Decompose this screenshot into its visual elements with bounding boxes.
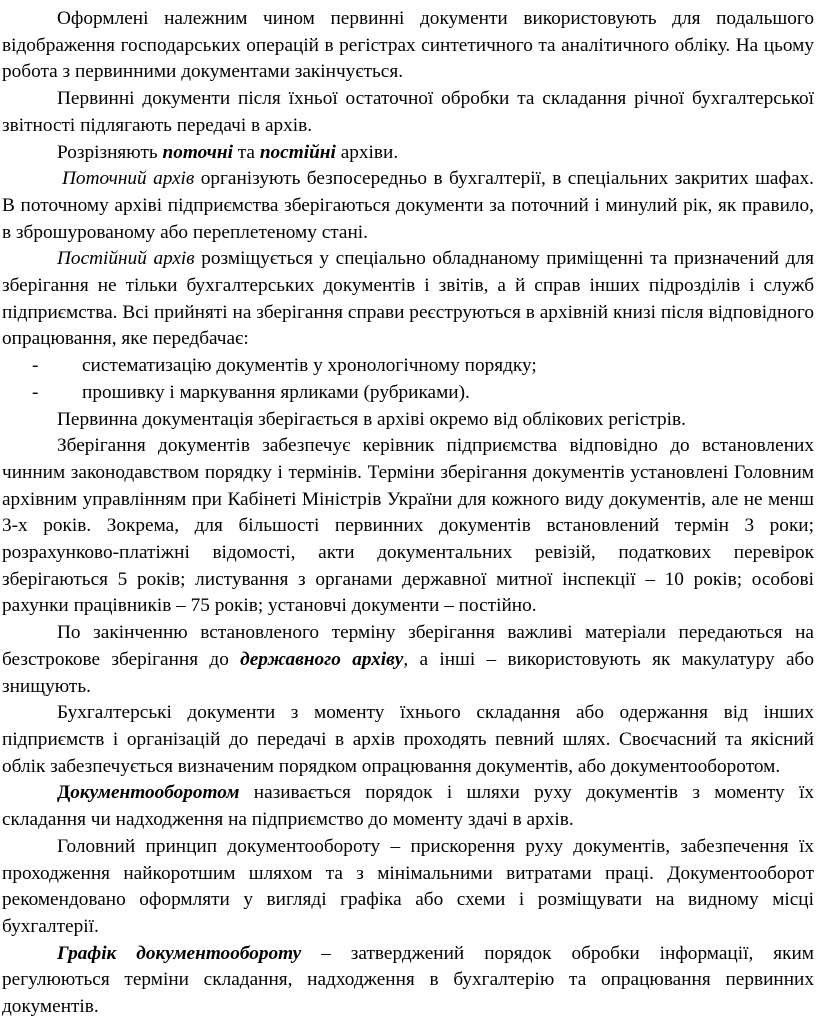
term-permanent: постійні xyxy=(259,141,336,163)
text-run: організують безпосередньо в бухгалтерії, в спеціальних закритих шафах. В поточному архіві підприємства зберігаються документи за поточний і минулий рік, як правило, в зброшурованому або переплетеному стані. xyxy=(2,168,814,243)
paragraph-12 xyxy=(2,941,814,1021)
term-document-flow: окументооборотом xyxy=(70,782,240,804)
paragraph-5 xyxy=(2,246,814,353)
text-run: називається порядок і шляхи руху документів з моменту їх складання чи надходження на підприємство до моменту здачі в архів. xyxy=(2,782,814,831)
paragraph-6: Первинна документація зберігається в архіві окремо від облікових регістрів. xyxy=(57,408,686,430)
text-run: архіви. xyxy=(335,141,399,163)
term-permanent-archive: Постійний архів xyxy=(57,248,195,270)
text-run: , а інші – використовують як макулатуру або знищують. xyxy=(2,648,814,697)
text-run: – затверджений порядок обробки інформації, яким регулюються терміни складання, надходження в бухгалтерію та опрацювання первинних документів. xyxy=(2,942,815,1018)
list-item-text: систематизацію документів у хронологічному порядку; xyxy=(82,355,537,377)
term-current-archive: Поточний архів xyxy=(62,168,195,190)
paragraph-3 xyxy=(2,140,814,167)
term-document-flow-schedule: Графік документообороту xyxy=(57,942,302,964)
text-run: Розрізняють xyxy=(57,141,163,163)
paragraph-4 xyxy=(2,166,814,246)
text-run: Д xyxy=(57,782,71,804)
paragraph-1: Оформлені належним чином первинні документи використовують для подальшого відображення господарських операцій в регістрах синтетичного та аналітичного обліку. На цьому робота з первинними документами закінчується. xyxy=(2,8,814,83)
list-marker: - xyxy=(32,381,39,403)
term-current: поточні xyxy=(162,141,233,163)
list-item xyxy=(2,353,814,380)
text-run: По закінченню встановленого терміну зберігання важливі матеріали передаються на безстрокове зберігання до xyxy=(2,622,814,670)
paragraph-10 xyxy=(2,780,814,833)
paragraph-11: Головний принцип документообороту – прискорення руху документів, забезпечення їх проходження найкоротшим шляхом та з мінімальними витратами праці. Документооборот рекомендовано оформляти у вигляді графіка або схеми і розміщувати на видному місці бухгалтерії. xyxy=(2,835,814,937)
paragraph-7: Зберігання документів забезпечує керівник підприємства відповідно до встановлених чинним законодавством порядку і термінів. Терміни зберігання документів установлені Головним архівним управлінням при Кабінеті Міністрів України для кожного виду документів, але не менш 3-х років. Зокрема, для більшості первинних документів встановлений термін 3 роки; розрахунково-платіжні відомості, акти документальних ревізій, податкових перевірок зберігаються 5 років; листування з органами державної митної інспекції – 10 років; особові рахунки працівників – 75 років; установчі документи – постійно. xyxy=(2,435,814,617)
paragraph-2: Первинні документи після їхньої остаточної обробки та складання річної бухгалтерської звітності підлягають передачі в архів. xyxy=(2,88,814,136)
term-state-archive: державного архіву xyxy=(240,648,404,670)
paragraph-8 xyxy=(2,620,814,700)
list-item-text: прошивку і маркування ярликами (рубриками). xyxy=(82,381,470,403)
paragraph-9: Бухгалтерські документи з моменту їхнього складання або одержання від інших підприємств і організацій до передачі в архів проходять певний шлях. Своєчасний та якісний облік забезпечується визначеним порядком опрацювання документів, або документооборотом. xyxy=(2,702,814,777)
text-run: розміщується у спеціально обладнаному приміщенні та призначений для зберігання не тільки бухгалтерських документів і звітів, а й справ інших підрозділів і служб підприємства. Всі прийняті на зберігання справи реєструються в архівній книзі після відповідного опрацювання, яке передбачає: xyxy=(2,248,814,350)
list-item xyxy=(2,380,814,407)
list-marker: - xyxy=(32,355,39,377)
text-run: та xyxy=(232,141,260,163)
